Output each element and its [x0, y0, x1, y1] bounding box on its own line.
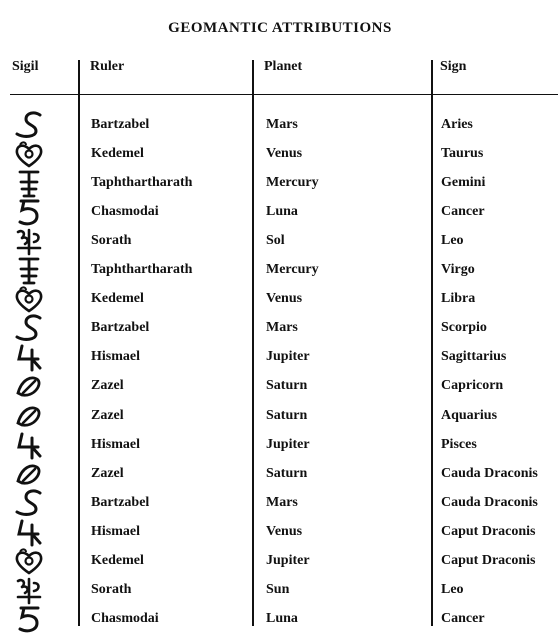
chasmodai-sigil-icon — [12, 197, 46, 227]
header-sigil: Sigil — [12, 59, 39, 74]
ruler-cell: Taphthartharath — [91, 175, 193, 191]
hismael-sigil-icon — [12, 517, 46, 547]
chasmodai-sigil-icon — [12, 604, 46, 634]
header-sign: Sign — [440, 59, 467, 74]
ruler-cell: Hismael — [91, 523, 140, 539]
table-row — [0, 319, 560, 348]
planet-cell: Sun — [266, 581, 290, 597]
table-row — [0, 552, 560, 581]
ruler-cell: Bartzabel — [91, 494, 150, 510]
table-row — [0, 232, 560, 261]
planet-cell: Jupiter — [266, 552, 310, 568]
ruler-cell: Zazel — [91, 407, 124, 423]
sign-cell: Leo — [441, 233, 464, 249]
kedemel-sigil-icon — [12, 546, 46, 576]
sorath-sigil-icon — [12, 226, 46, 256]
bartzabel-sigil-icon — [12, 488, 46, 518]
planet-cell: Saturn — [266, 465, 308, 481]
planet-cell: Jupiter — [266, 349, 310, 365]
bartzabel-sigil-icon — [12, 313, 46, 343]
sign-cell: Caput Draconis — [441, 523, 536, 539]
sign-cell: Pisces — [441, 436, 477, 452]
taphthartharath-sigil-icon — [12, 255, 46, 285]
table-row — [0, 465, 560, 494]
ruler-cell: Kedemel — [91, 552, 144, 568]
ruler-cell: Hismael — [91, 349, 140, 365]
kedemel-sigil-icon — [12, 139, 46, 169]
sign-cell: Cancer — [441, 610, 485, 626]
planet-cell: Venus — [266, 146, 303, 162]
table-row — [0, 290, 560, 319]
planet-cell: Saturn — [266, 407, 308, 423]
table-row — [0, 174, 560, 203]
planet-cell: Luna — [266, 610, 298, 626]
ruler-cell: Chasmodai — [91, 610, 159, 626]
planet-cell: Mars — [266, 494, 298, 510]
table-row — [0, 581, 560, 610]
planet-cell: Saturn — [266, 378, 308, 394]
ruler-cell: Chasmodai — [91, 204, 159, 220]
table-row — [0, 610, 560, 639]
table-row — [0, 407, 560, 436]
table-row — [0, 377, 560, 406]
zazel-sigil-icon — [12, 371, 46, 401]
sign-cell: Libra — [441, 291, 476, 307]
table-row — [0, 203, 560, 232]
hismael-sigil-icon — [12, 430, 46, 460]
bartzabel-sigil-icon — [12, 110, 46, 140]
sorath-sigil-icon — [12, 575, 46, 605]
sign-cell: Aries — [441, 117, 473, 132]
kedemel-sigil-icon — [12, 284, 46, 314]
ruler-cell: Zazel — [91, 465, 124, 481]
planet-cell: Venus — [266, 523, 303, 539]
planet-cell: Mars — [266, 117, 298, 132]
table-row — [0, 436, 560, 465]
ruler-cell: Kedemel — [91, 291, 144, 307]
ruler-cell: Bartzabel — [91, 117, 150, 132]
sign-cell: Capricorn — [441, 378, 504, 394]
planet-cell: Mercury — [266, 175, 319, 191]
zazel-sigil-icon — [12, 401, 46, 431]
taphthartharath-sigil-icon — [12, 168, 46, 198]
table-row — [0, 116, 560, 145]
sign-cell: Caput Draconis — [441, 552, 536, 568]
zazel-sigil-icon — [12, 459, 46, 489]
planet-cell: Sol — [266, 233, 285, 249]
planet-cell: Mercury — [266, 262, 319, 278]
table-row — [0, 523, 560, 552]
sign-cell: Cauda Draconis — [441, 494, 538, 510]
ruler-cell: Bartzabel — [91, 320, 150, 336]
sign-cell: Gemini — [441, 175, 486, 191]
header-rule — [10, 94, 558, 95]
sign-cell: Virgo — [441, 262, 475, 278]
sign-cell: Cauda Draconis — [441, 465, 538, 481]
table-row — [0, 348, 560, 377]
sign-cell: Scorpio — [441, 320, 487, 336]
sign-cell: Leo — [441, 581, 464, 597]
page-title: GEOMANTIC ATTRIBUTIONS — [168, 20, 392, 36]
planet-cell: Mars — [266, 320, 298, 336]
sign-cell: Aquarius — [441, 407, 498, 423]
ruler-cell: Zazel — [91, 378, 124, 394]
ruler-cell: Kedemel — [91, 146, 144, 162]
ruler-cell: Sorath — [91, 581, 132, 597]
table-row — [0, 145, 560, 174]
header-planet: Planet — [264, 59, 303, 74]
table-row — [0, 494, 560, 523]
ruler-cell: Hismael — [91, 436, 140, 452]
ruler-cell: Sorath — [91, 233, 132, 249]
sign-cell: Taurus — [441, 146, 484, 162]
header-ruler: Ruler — [90, 59, 125, 74]
planet-cell: Jupiter — [266, 436, 310, 452]
ruler-cell: Taphthartharath — [91, 262, 193, 278]
table-row — [0, 261, 560, 290]
planet-cell: Luna — [266, 204, 298, 220]
planet-cell: Venus — [266, 291, 303, 307]
hismael-sigil-icon — [12, 342, 46, 372]
sign-cell: Sagittarius — [441, 349, 507, 365]
sign-cell: Cancer — [441, 204, 485, 220]
